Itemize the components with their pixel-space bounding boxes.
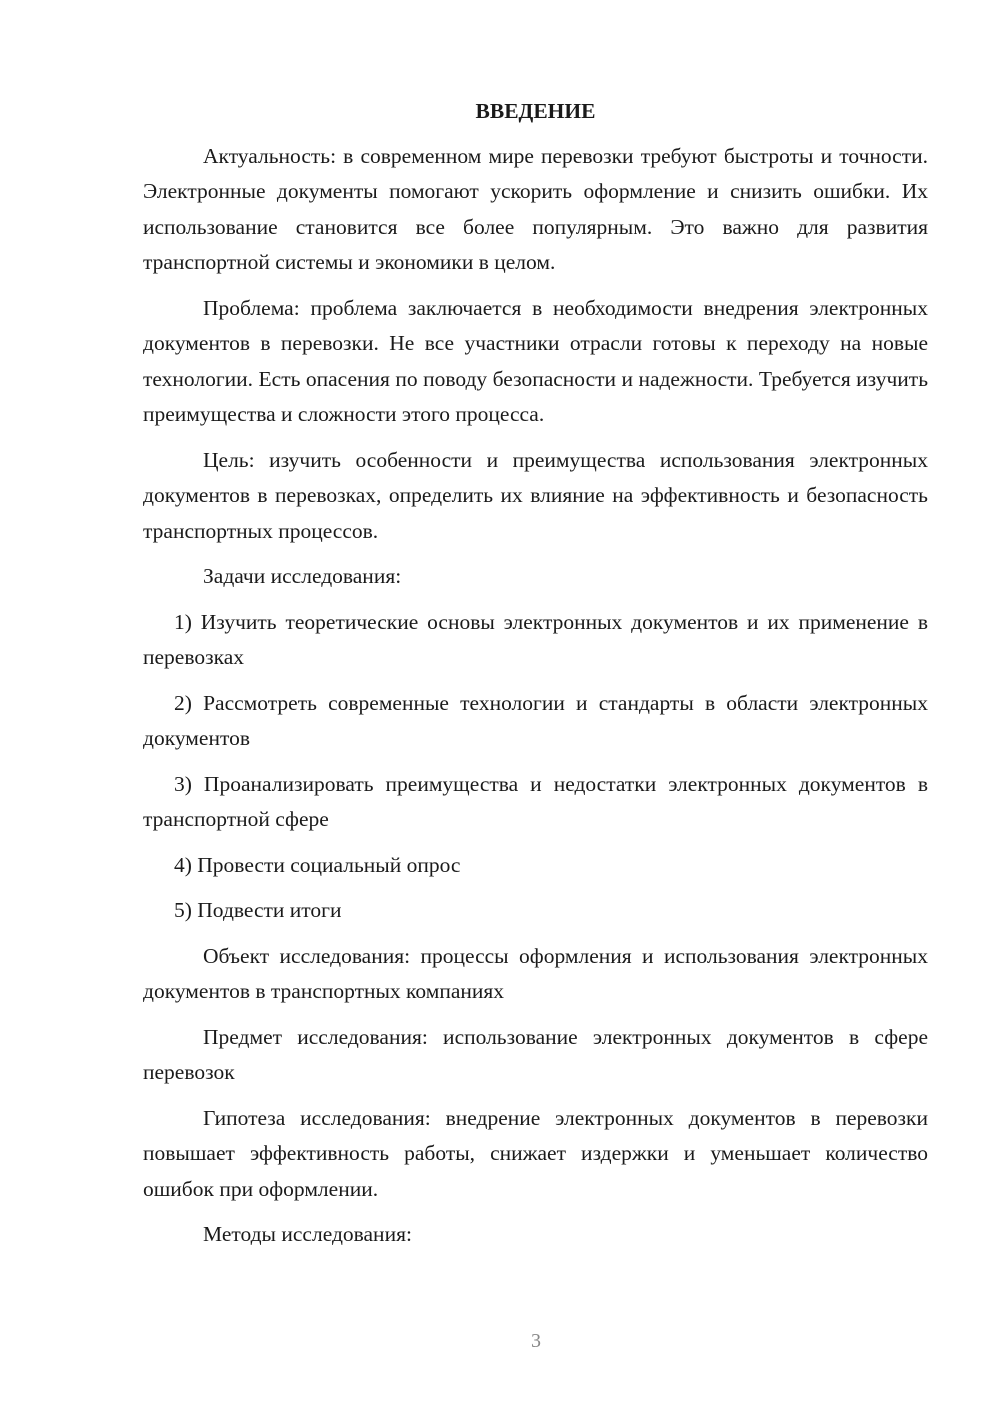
task-item-5: 5) Подвести итоги [174,898,342,922]
subject-paragraph: Предмет исследования: использование электронных документов в сфере перевозок [143,1024,928,1084]
problem-paragraph: Проблема: проблема заключается в необходимости внедрения электронных документов в перевозки. Не все участники отрасли готовы к переходу на новые технологии. Есть опасения по поводу безопасности и надежности. Требуется изучить преимущества и сложности этого процесса. [143,295,928,426]
page-number: 3 [531,1330,541,1352]
task-item-4: 4) Провести социальный опрос [174,852,461,877]
document-body [143,94,928,1263]
tasks-heading: Задачи исследования: [203,564,402,588]
task-item-1: 1) Изучить теоретические основы электронных документов и их применение в перевозках [143,609,928,669]
document-title: ВВЕДЕНИЕ [475,99,596,123]
methods-heading: Методы исследования: [203,1222,412,1246]
goal-paragraph: Цель: изучить особенности и преимущества использования электронных документов в перевозках, определить их влияние на эффективность и безопасность транспортных процессов. [143,447,928,543]
object-paragraph: Объект исследования: процессы оформления и использования электронных документов в транспортных компаниях [143,943,928,1003]
hypothesis-paragraph: Гипотеза исследования: внедрение электронных документов в перевозки повышает эффективность работы, снижает издержки и уменьшает количество ошибок при оформлении. [143,1105,928,1201]
task-item-2: 2) Рассмотреть современные технологии и стандарты в области электронных документов [143,690,928,750]
task-item-3: 3) Проанализировать преимущества и недостатки электронных документов в транспортной сфере [143,771,928,831]
relevance-paragraph: Актуальность: в современном мире перевозки требуют быстроты и точности. Электронные документы помогают ускорить оформление и снизить ошибки. Их использование становится все более популярным. Это важно для развития транспортной системы и экономики в целом. [143,143,928,274]
